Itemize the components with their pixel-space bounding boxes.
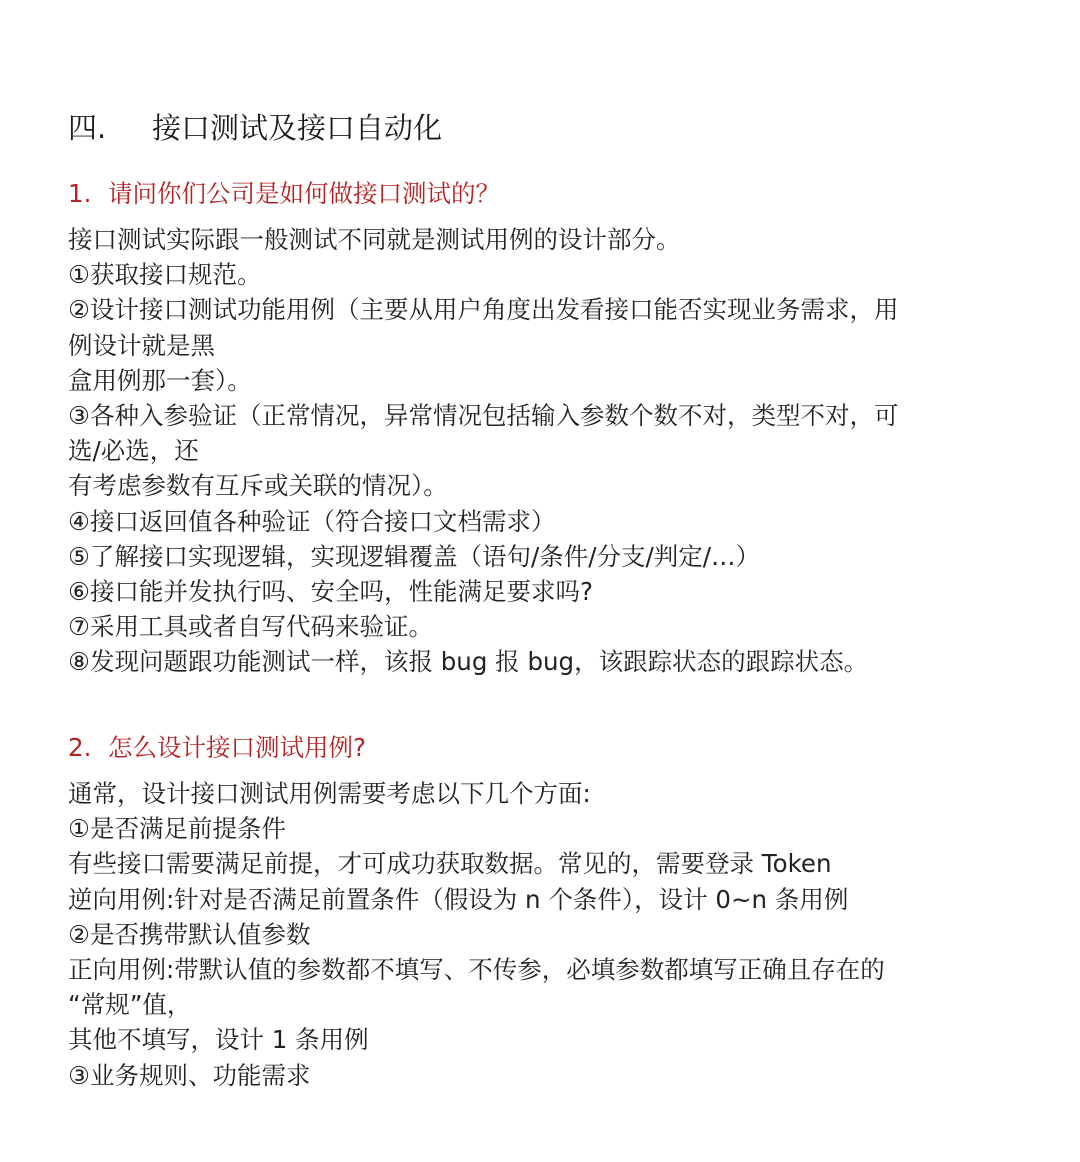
- answer-line: 其他不填写，设计 1 条用例: [68, 1025, 369, 1055]
- answer-line: ③各种入参验证（正常情况，异常情况包括输入参数个数不对，类型不对，可: [68, 401, 899, 431]
- answer-line: 盒用例那一套）。: [68, 365, 252, 395]
- answer-line: 有考虑参数有互斥或关联的情况）。: [68, 471, 448, 501]
- question-1-heading: [68, 176, 1008, 212]
- question-2-heading: [68, 730, 1008, 766]
- answer-line: 选/必选，还: [68, 436, 199, 466]
- chapter-title: 接口测试及接口自动化: [152, 111, 443, 145]
- answer-line: ⑤了解接口实现逻辑，实现逻辑覆盖（语句/条件/分支/判定/…）: [68, 541, 760, 571]
- question-1-answer: [68, 222, 1008, 680]
- answer-line: ①获取接口规范。: [68, 260, 262, 290]
- question-section-1: [68, 176, 1008, 680]
- answer-line: ⑥接口能并发执行吗、安全吗，性能满足要求吗?: [68, 577, 593, 607]
- question-2-answer: [68, 776, 1008, 1093]
- answer-line: ④接口返回值各种验证（符合接口文档需求）: [68, 506, 556, 536]
- question-section-2: [68, 730, 1008, 1093]
- answer-line: 逆向用例:针对是否满足前置条件（假设为 n 个条件），设计 0~n 条用例: [68, 884, 849, 914]
- answer-line: ⑧发现问题跟功能测试一样，该报 bug 报 bug，该跟踪状态的跟踪状态。: [68, 647, 869, 677]
- answer-line: ⑦采用工具或者自写代码来验证。: [68, 612, 433, 642]
- answer-line: “常规”值，: [68, 990, 192, 1020]
- question-2-number: 2.: [68, 733, 92, 762]
- answer-line: ①是否满足前提条件: [68, 814, 286, 844]
- answer-line: 通常，设计接口测试用例需要考虑以下几个方面:: [68, 779, 591, 808]
- question-1-number: 1.: [68, 179, 92, 208]
- answer-line: 接口测试实际跟一般测试不同就是测试用例的设计部分。: [68, 225, 681, 254]
- question-1-title: 请问你们公司是如何做接口测试的？: [108, 179, 500, 208]
- answer-line: 例设计就是黑: [68, 330, 215, 360]
- answer-line: ②是否携带默认值参数: [68, 919, 311, 949]
- chapter-number: 四.: [68, 111, 107, 145]
- chapter-heading: [68, 108, 442, 148]
- question-2-title: 怎么设计接口测试用例?: [108, 733, 367, 762]
- answer-line: 正向用例:带默认值的参数都不填写、不传参，必填参数都填写正确且存在的: [68, 955, 885, 985]
- answer-line: 有些接口需要满足前提，才可成功获取数据。常见的，需要登录 Token: [68, 849, 832, 879]
- answer-line: ②设计接口测试功能用例（主要从用户角度出发看接口能否实现业务需求，用: [68, 295, 899, 325]
- answer-line: ③业务规则、功能需求: [68, 1060, 311, 1090]
